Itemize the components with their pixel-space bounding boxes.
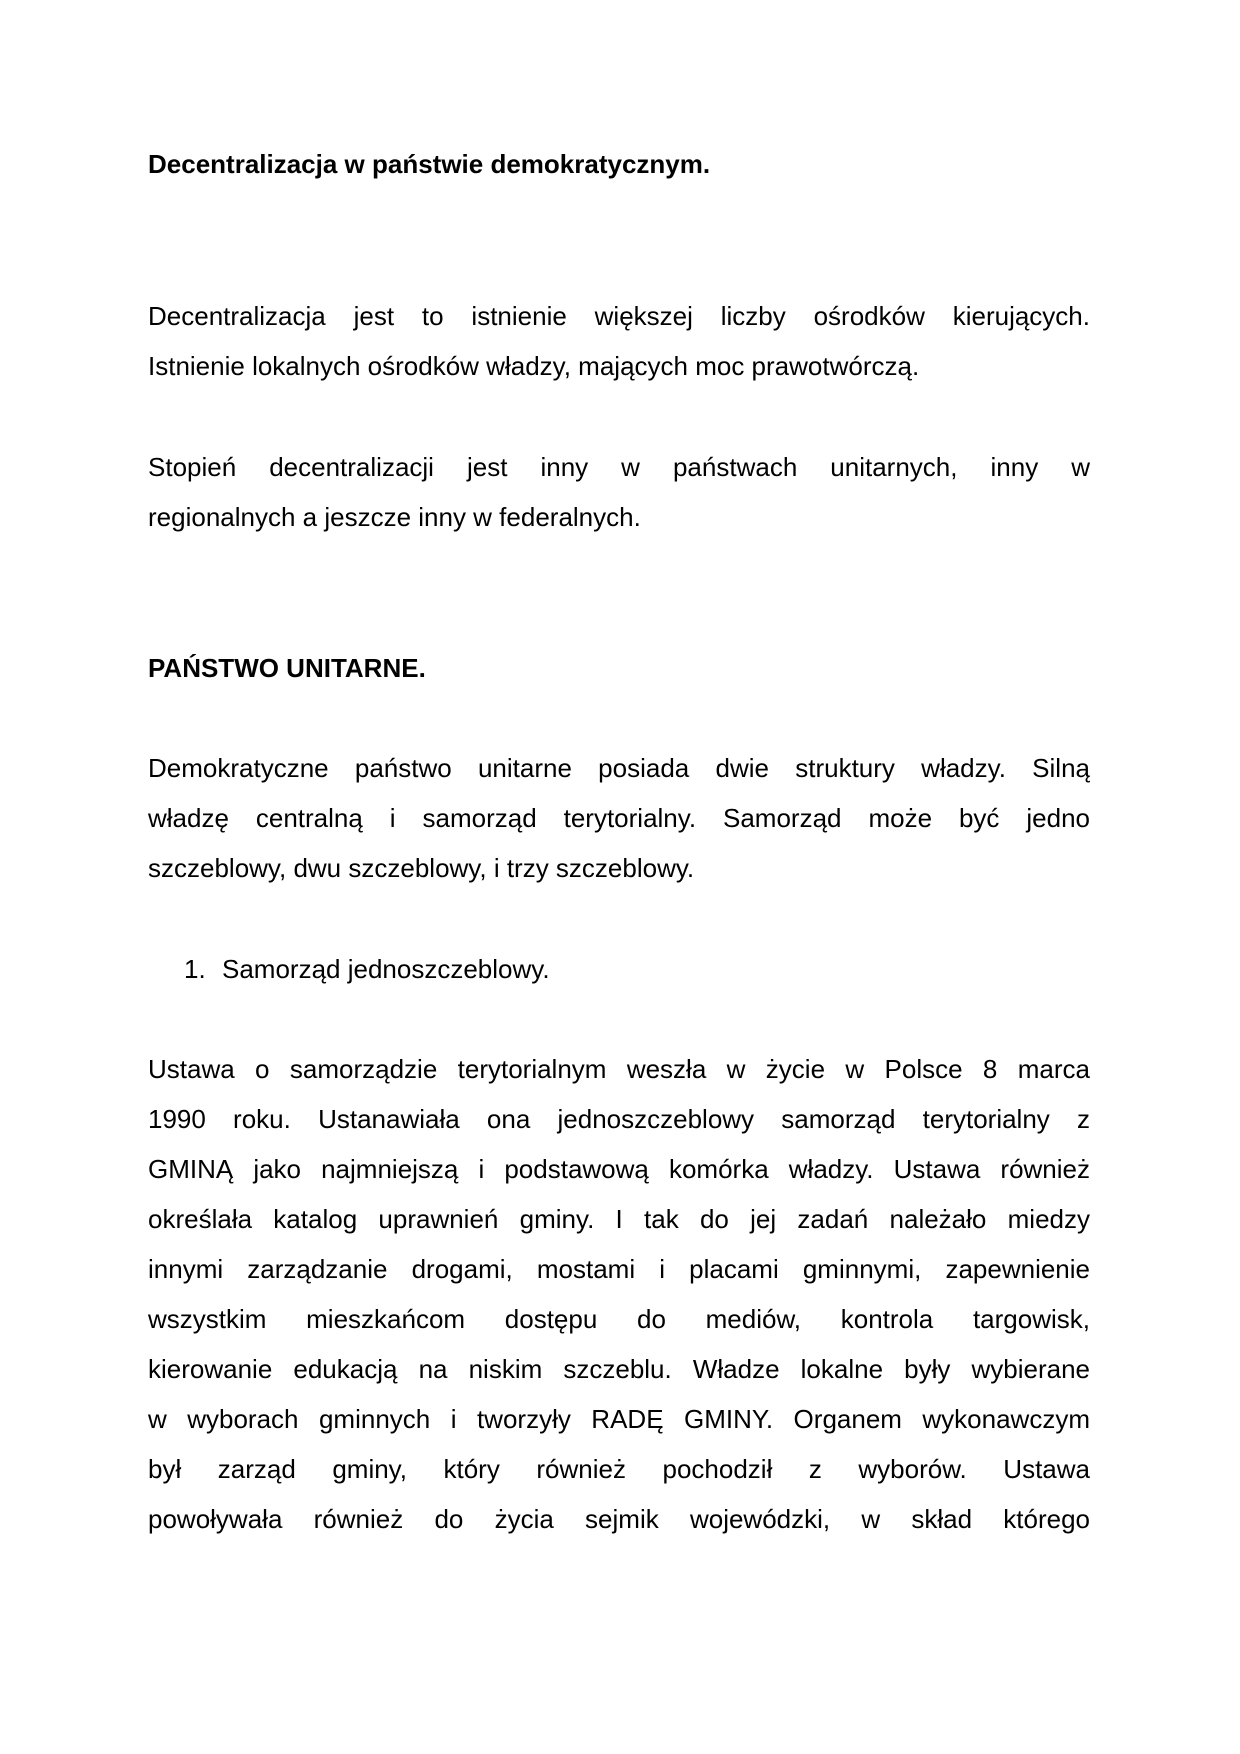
text-line: władzę centralną i samorząd terytorialny. Samorząd może być jedno [148,803,1090,833]
paragraph-definition [148,291,1090,391]
text-line: powoływała również do życia sejmik wojewódzki, w skład którego [148,1504,1090,1534]
text-line: 1990 roku. Ustanawiała ona jednoszczeblowy samorząd terytorialny z [148,1104,1090,1134]
text-line: wszystkim mieszkańcom dostępu do mediów, kontrola targowisk, [148,1304,1090,1334]
text-line: regionalnych a jeszcze inny w federalnych. [148,502,641,532]
list-item [184,944,550,994]
list-text: Samorząd jednoszczeblowy. [222,954,550,984]
list-number: 1. [184,954,206,984]
text-line: Stopień decentralizacji jest inny w państwach unitarnych, inny w [148,452,1090,482]
text-line: Istnienie lokalnych ośrodków władzy, mających moc prawotwórczą. [148,351,920,381]
text-line: był zarząd gminy, który również pochodził z wyborów. Ustawa [148,1454,1090,1484]
text-line: szczeblowy, dwu szczeblowy, i trzy szczeblowy. [148,853,695,883]
text-line: GMINĄ jako najmniejszą i podstawową komórka władzy. Ustawa również [148,1154,1090,1184]
paragraph-degree [148,442,1090,542]
text-line: Decentralizacja jest to istnienie większej liczby ośrodków kierujących. [148,301,1090,331]
section-heading: PAŃSTWO UNITARNE. [148,653,426,683]
text-line: innymi zarządzanie drogami, mostami i placami gminnymi, zapewnienie [148,1254,1090,1284]
text-line: kierowanie edukacją na niskim szczeblu. Władze lokalne były wybierane [148,1354,1090,1384]
text-line: Ustawa o samorządzie terytorialnym weszła w życie w Polsce 8 marca [148,1054,1090,1084]
text-line: określała katalog uprawnień gminy. I tak do jej zadań należało miedzy [148,1204,1090,1234]
text-line: Demokratyczne państwo unitarne posiada dwie struktury władzy. Silną [148,753,1090,783]
paragraph-unitary [148,743,1090,893]
text-line: w wyborach gminnych i tworzyły RADĘ GMINY. Organem wykonawczym [148,1404,1090,1434]
paragraph-act [148,1044,1090,1544]
document-title: Decentralizacja w państwie demokratycznym. [148,149,711,179]
